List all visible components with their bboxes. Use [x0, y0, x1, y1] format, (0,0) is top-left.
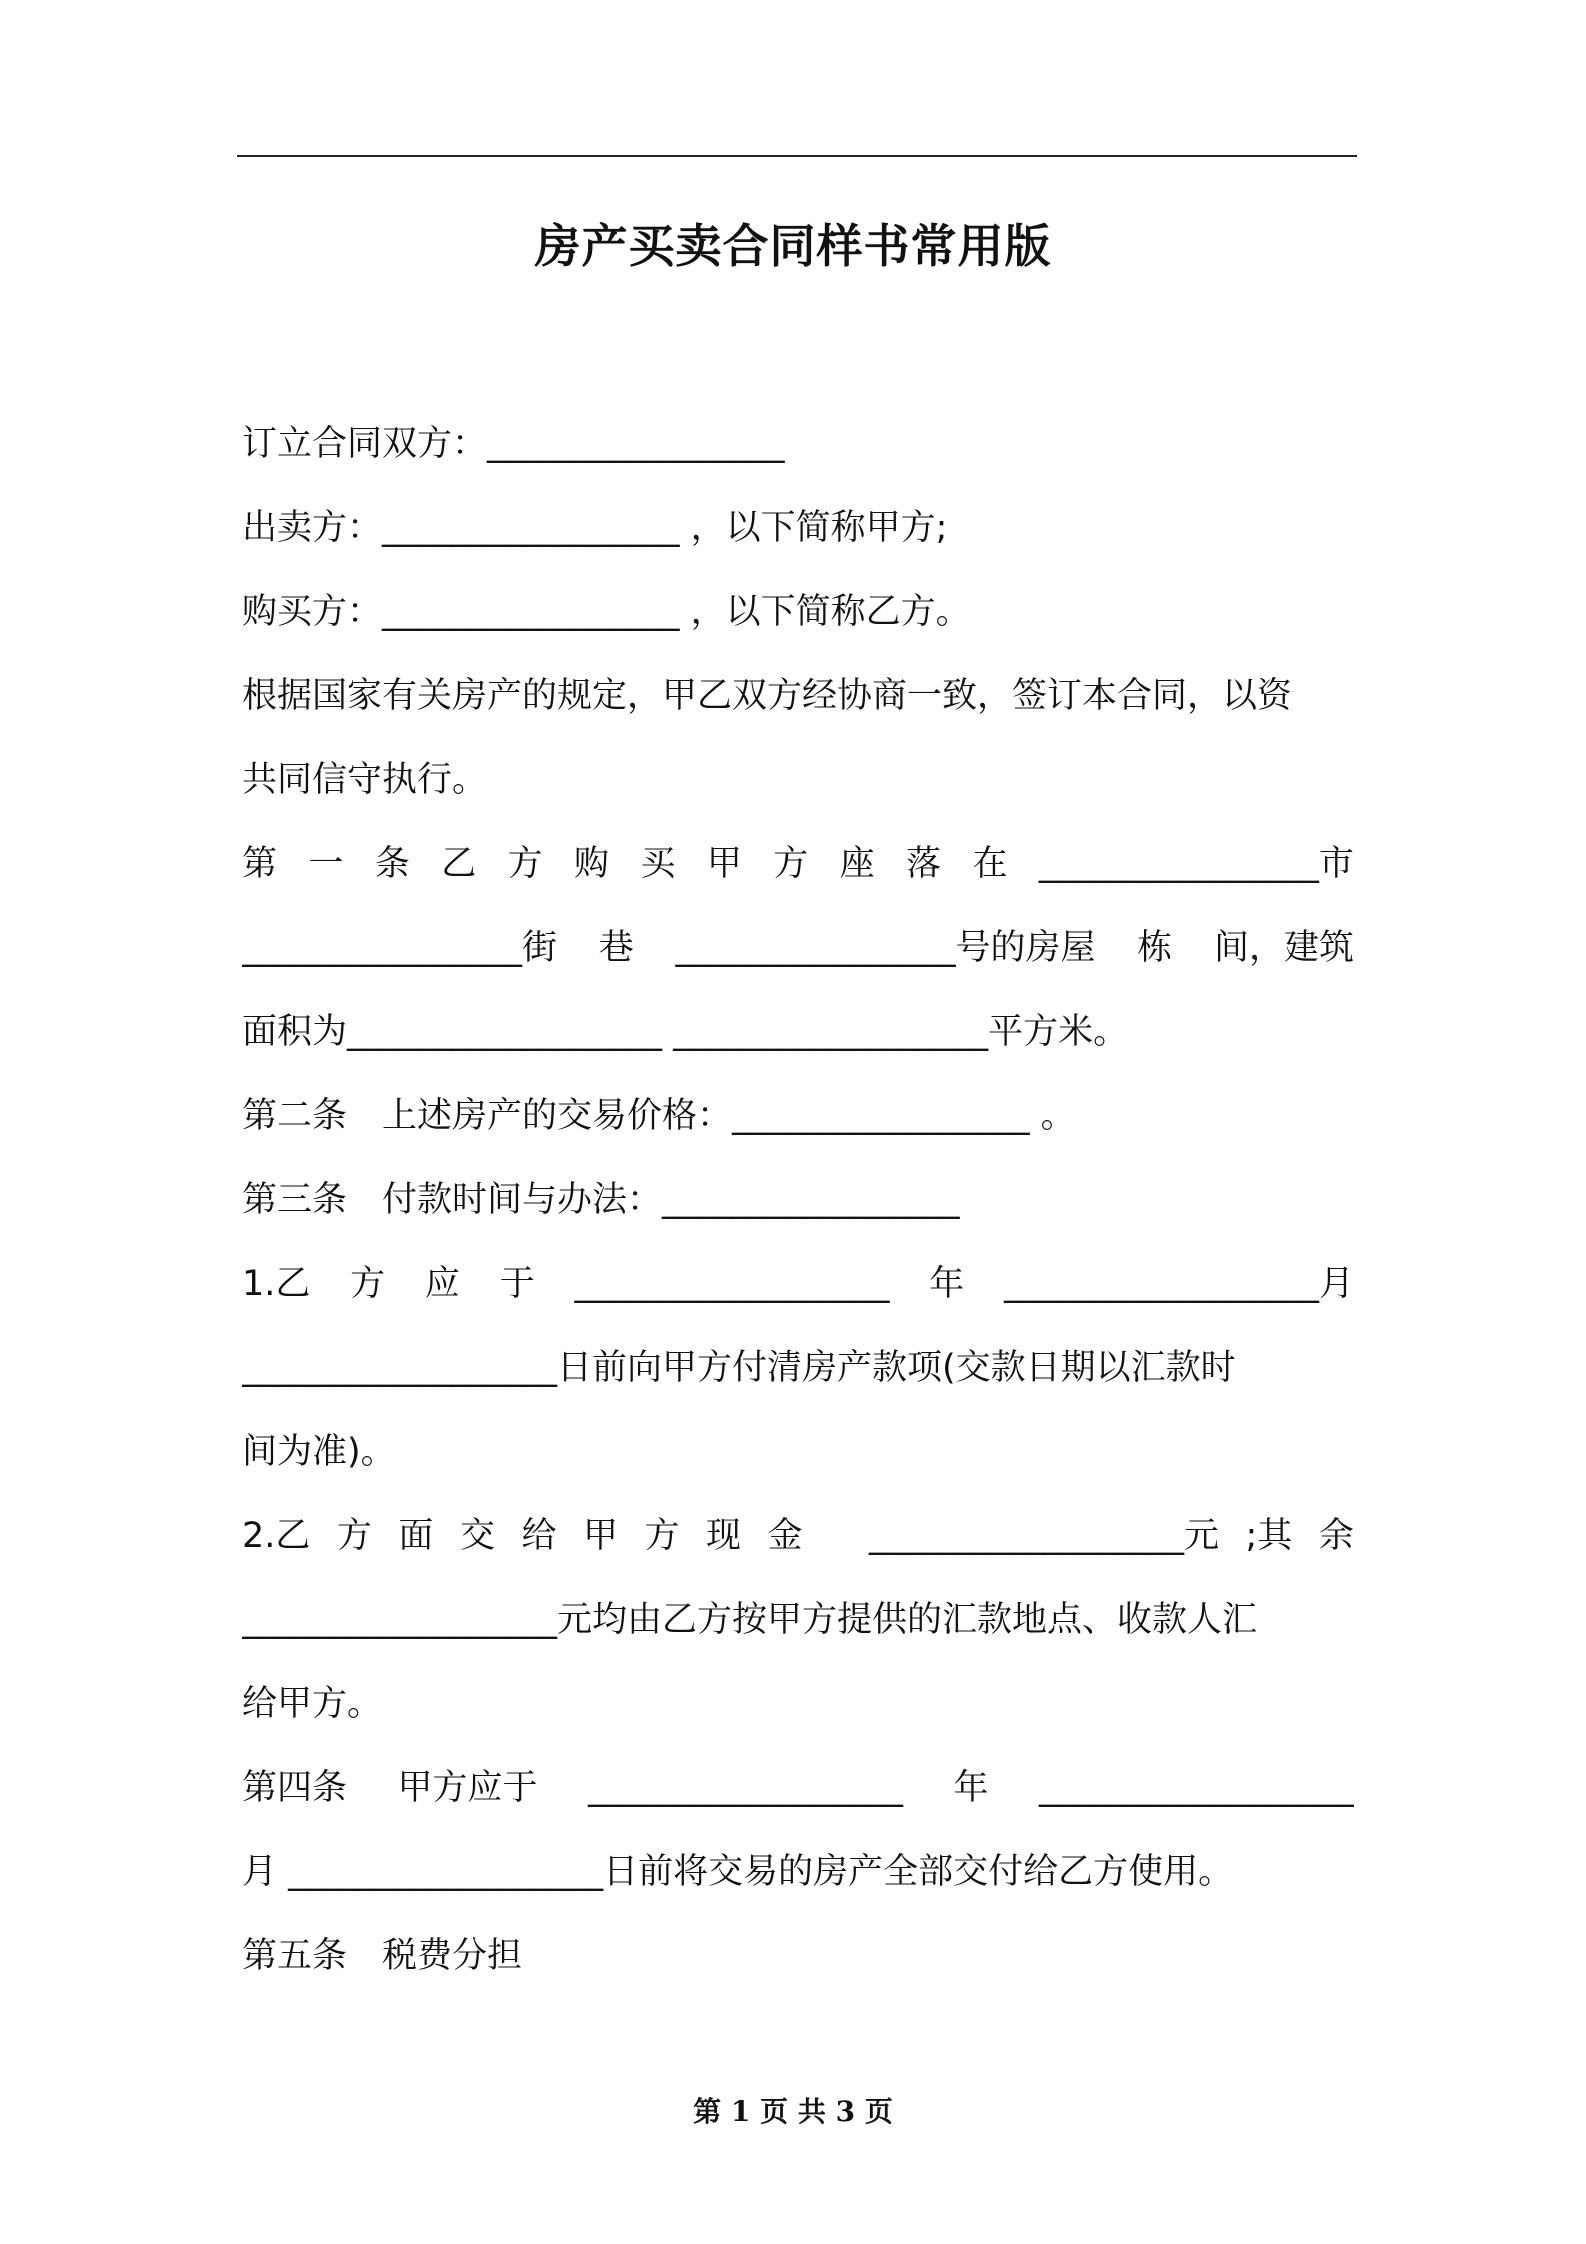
payment-2-word: ;其 [1245, 1516, 1293, 1556]
article-4-word: 第四条 [242, 1768, 348, 1808]
article-1-word: 巷 [598, 928, 634, 968]
payment-2-word: 给 [521, 1516, 557, 1556]
number-blank: ________________号的房屋 [675, 928, 1096, 968]
article-1-row-3: 面积为__________________ __________________平方米。 [242, 1012, 1129, 1052]
payment-2-word: 2.乙 [242, 1516, 311, 1556]
article-4-row-1 [242, 1746, 1354, 1830]
payment-1-row-2: __________________日前向甲方付清房产款项(交款日期以汇款时 [242, 1348, 1236, 1388]
payment-1-word: 1.乙 [242, 1264, 311, 1304]
article-1-word: 购 [574, 844, 610, 884]
preamble-line-2: 共同信守执行。 [242, 760, 488, 800]
payment-2-word: 甲 [582, 1516, 618, 1556]
seller-line: 出卖方：_________________ ，以下简称甲方; [242, 508, 948, 548]
article-1-word: 条 [374, 844, 410, 884]
header-rule [237, 155, 1357, 157]
article-3: 第三条 付款时间与办法：_________________ [242, 1180, 960, 1220]
city-blank: ________________市 [1038, 844, 1354, 884]
year-blank: __________________ [574, 1264, 890, 1304]
article-1-row-2 [242, 906, 1354, 990]
article-1-word: 甲 [706, 844, 742, 884]
article-1-word: 在 [972, 844, 1008, 884]
payment-2-row-1 [242, 1494, 1354, 1578]
article-4-row-2: 月 __________________日前将交易的房产全部交付给乙方使用。 [242, 1852, 1234, 1892]
article-1-word: 乙 [441, 844, 477, 884]
buyer-line: 购买方：_________________ ，以下简称乙方。 [242, 592, 971, 632]
article-1-word: 第 [242, 844, 278, 884]
payment-1-word: 于 [499, 1264, 535, 1304]
delivery-month-blank: __________________ [1038, 1768, 1354, 1808]
page-footer: 第 1 页 共 3 页 [693, 2095, 893, 2128]
article-4-word: 甲方应于 [397, 1768, 538, 1808]
article-1-word: 方 [507, 844, 543, 884]
payment-2-word: 面 [398, 1516, 434, 1556]
street-blank: ________________街 [242, 928, 558, 968]
payment-1-word: 应 [424, 1264, 460, 1304]
document-title: 房产买卖合同样书常用版 [534, 219, 1052, 273]
payment-2-word: 方 [644, 1516, 680, 1556]
payment-1-word: 方 [350, 1264, 386, 1304]
preamble-line-1: 根据国家有关房产的规定，甲乙双方经协商一致，签订本合同，以资 [242, 676, 1293, 716]
payment-2-word: 余 [1318, 1516, 1354, 1556]
payment-2-word: 金 [767, 1516, 803, 1556]
article-1-row-1 [242, 822, 1354, 906]
month-blank: __________________月 [1003, 1264, 1354, 1304]
article-4-word: 年 [953, 1768, 989, 1808]
contract-parties-line: 订立合同双方：_________________ [242, 424, 785, 464]
article-1-word: 落 [906, 844, 942, 884]
document-body [242, 402, 1354, 1998]
article-1-word: 座 [839, 844, 875, 884]
payment-2-row-3: 给甲方。 [242, 1684, 383, 1724]
delivery-year-blank: __________________ [588, 1768, 903, 1808]
payment-2-word: 交 [459, 1516, 495, 1556]
payment-2-row-2: __________________元均由乙方按甲方提供的汇款地点、收款人汇 [242, 1600, 1258, 1640]
article-1-word: 栋 [1137, 928, 1173, 968]
article-1-word: 方 [773, 844, 809, 884]
article-1-word: 买 [640, 844, 676, 884]
payment-2-word: 方 [336, 1516, 372, 1556]
article-1-word: 一 [308, 844, 344, 884]
payment-1-row-3: 间为准)。 [242, 1432, 396, 1472]
article-2: 第二条 上述房产的交易价格：_________________ 。 [242, 1096, 1076, 1136]
payment-1-word: 年 [929, 1264, 965, 1304]
cash-amount-blank: __________________元 [869, 1516, 1220, 1556]
payment-1-row-1 [242, 1242, 1354, 1326]
article-1-word: 间，建筑 [1213, 928, 1354, 968]
payment-2-word: 现 [706, 1516, 742, 1556]
article-5: 第五条 税费分担 [242, 1936, 523, 1976]
